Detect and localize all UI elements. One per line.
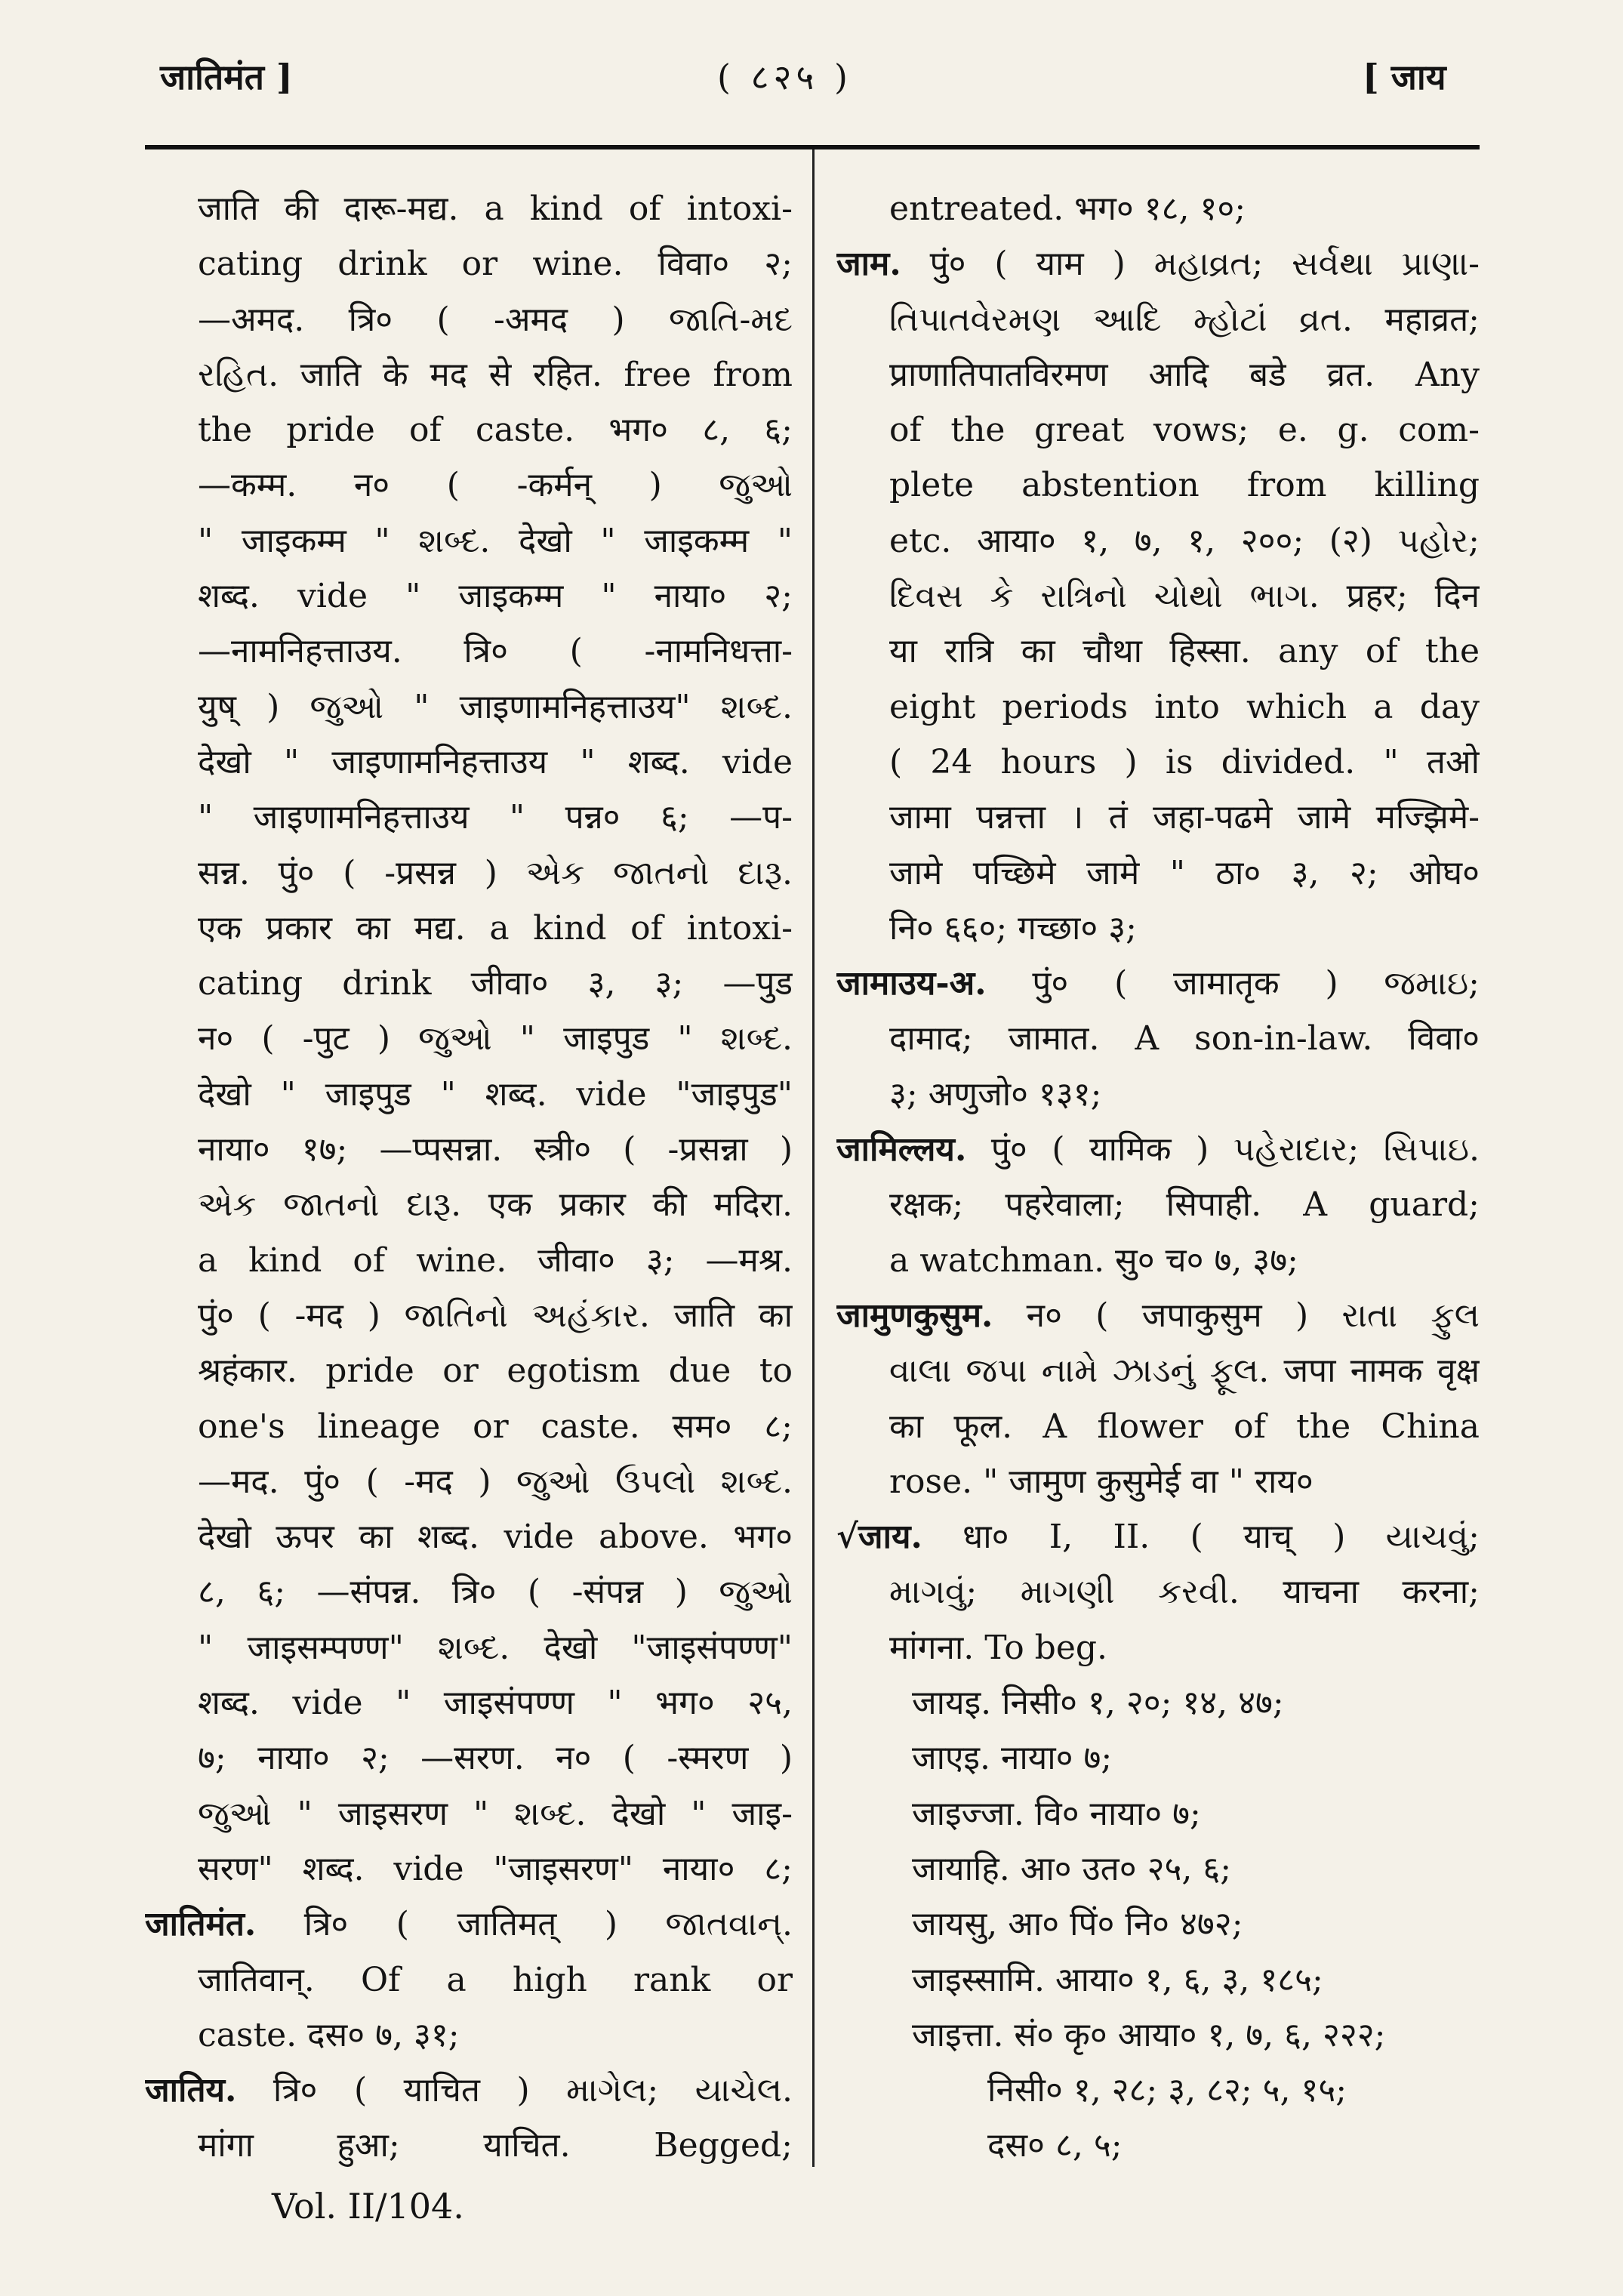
entry-text-line: " जाइसम्पण्ण" શબ્દ. देखो "जाइसंपण्ण" bbox=[198, 1628, 793, 1667]
entry-text-line: ( 24 hours ) is divided. " तओ bbox=[889, 742, 1480, 781]
entry-headword-line: जामुणकुसुम. न० ( जपाकुसुम ) રાતા ફુલ bbox=[836, 1296, 1480, 1335]
entry-text-line: cating drink or wine. विवा० २; bbox=[198, 245, 793, 284]
entry-text-line: માગવું; માગણી કરવી. याचना करना; bbox=[889, 1573, 1480, 1612]
entry-text-line: जायाहि. आ० उत० २५, ६; bbox=[912, 1849, 1232, 1888]
entry-text-line: जायइ. निसी० १, २०; १४, ४७; bbox=[912, 1684, 1284, 1723]
entry-text-line: निसी० १, २८; ३, ८२; ५, १५; bbox=[987, 2071, 1347, 2110]
entry-text-line: રહિત. जाति के मद से रहित. free from bbox=[198, 355, 793, 394]
entry-text-line: a watchman. सु० च० ७, ३७; bbox=[889, 1240, 1298, 1280]
entry-text-line: जाति की दारू-मद्य. a kind of intoxi- bbox=[198, 190, 793, 228]
entry-text-line: જુઓ " जाइसरण " શબ્દ. देखो " जाइ- bbox=[198, 1794, 793, 1833]
entry-text-line: दस० ८, ५; bbox=[987, 2126, 1123, 2165]
entry-text-line: one's lineage or caste. सम० ८; bbox=[198, 1407, 793, 1446]
entry-text-line: शब्द. vide " जाइसंपण्ण " भग० २५, bbox=[198, 1684, 793, 1723]
entry-text-line: युष् ) જુઓ " जाइणामनिहत्ताउय" શબ્દ. bbox=[198, 687, 793, 726]
entry-headword-line: √जाय. धा० I, II. ( याच् ) યાચવું; bbox=[836, 1518, 1480, 1557]
entry-text-line: एक प्रकार का मद्य. a kind of intoxi- bbox=[198, 908, 793, 948]
entry-text-line: cating drink जीवा० ३, ३; —पुड bbox=[198, 964, 793, 1003]
entry-text-line: जाइत्ता. सं० कृ० आया० १, ७, ६, २२२; bbox=[912, 2015, 1386, 2054]
right-column bbox=[836, 181, 1480, 2174]
running-head-right: [ जाय bbox=[1363, 57, 1446, 97]
entry-text-line: rose. " जामुण कुसुमेई वा " राय० bbox=[889, 1462, 1313, 1501]
entry-text-line: जाइज्जा. वि० नाया० ७; bbox=[912, 1794, 1201, 1833]
entry-text-line: plete abstention from killing bbox=[889, 466, 1480, 505]
entry-text-line: देखो " जाइपुड " शब्द. vide "जाइपुड" bbox=[198, 1074, 793, 1114]
entry-text-line: entreated. भग० १८, १०; bbox=[889, 190, 1246, 228]
entry-text-line: जाइस्सामि. आया० १, ६, ३, १८५; bbox=[912, 1960, 1323, 1999]
entry-text-line: जायसु, आ० पिं० नि० ४७२; bbox=[912, 1905, 1243, 1944]
page-number: ( ८२५ ) bbox=[717, 57, 852, 97]
entry-text-line: ३; अणुजो० १३१; bbox=[889, 1074, 1102, 1114]
entry-text-line: " जाइणामनिहत्ताउय " पन्न० ६; —प- bbox=[198, 798, 793, 837]
entry-text-line: का फूल. A flower of the China bbox=[889, 1407, 1480, 1446]
entry-text-line: जाएइ. नाया० ७; bbox=[912, 1739, 1113, 1778]
entry-text-line: श्रहंकार. pride or egotism due to bbox=[198, 1351, 793, 1391]
entry-text-line: नाया० १७; —प्पसन्ना. स्त्री० ( -प्रसन्ना ) bbox=[198, 1130, 793, 1170]
entry-text-line: मांगना. To beg. bbox=[889, 1628, 1108, 1667]
entry-text-line: of the great vows; e. g. com- bbox=[889, 411, 1480, 450]
entry-text-line: रक्षक; पहरेवाला; सिपाही. A guard; bbox=[889, 1185, 1480, 1225]
entry-text-line: दामाद; जामात. A son-in-law. विवा० bbox=[889, 1019, 1480, 1059]
entry-text-line: " जाइकम्म " શબ્દ. देखो " जाइकम्म " bbox=[198, 521, 793, 560]
entry-headword-line: जातिमंत. त्रि० ( जातिमत् ) જાતવાન્. bbox=[145, 1905, 793, 1944]
entry-text-line: देखो ऊपर का शब्द. vide above. भग० bbox=[198, 1518, 793, 1557]
entry-text-line: मांगा हुआ; याचित. Begged; bbox=[198, 2126, 793, 2165]
entry-text-line: या रात्रि का चौथा हिस्सा. any of the bbox=[889, 632, 1480, 671]
entry-text-line: प्राणातिपातविरमण आदि बडे व्रत. Any bbox=[889, 355, 1480, 394]
entry-text-line: એક જાતનો દારૂ. एक प्रकार की मदिरा. bbox=[198, 1185, 793, 1225]
running-head-left: जातिमंत ] bbox=[160, 57, 293, 97]
left-column bbox=[145, 181, 793, 2174]
entry-text-line: सन्न. पुं० ( -प्रसन्न ) એક જાતનો દારૂ. bbox=[198, 853, 793, 892]
entry-text-line: पुं० ( -मद ) જાતિનો અહંકાર. जाति का bbox=[198, 1296, 793, 1335]
entry-text-line: eight periods into which a day bbox=[889, 687, 1480, 726]
entry-text-line: a kind of wine. जीवा० ३; —मश्र. bbox=[198, 1240, 793, 1280]
column-divider bbox=[812, 149, 815, 2167]
entry-text-line: —नामनिहत्ताउय. त्रि० ( -नामनिधत्ता- bbox=[198, 632, 793, 671]
entry-text-line: देखो " जाइणामनिहत्ताउय " शब्द. vide bbox=[198, 742, 793, 781]
entry-headword-line: जाम. पुं० ( याम ) મહાવ્રત; સર્વથા પ્રાણા- bbox=[836, 245, 1480, 284]
entry-text-line: —मद. पुं० ( -मद ) જુઓ ઉપલો શબ્દ. bbox=[198, 1462, 793, 1501]
entry-text-line: न० ( -पुट ) જુઓ " जाइपुड " શબ્દ. bbox=[198, 1019, 793, 1059]
entry-text-line: caste. दस० ७, ३१; bbox=[198, 2015, 460, 2054]
entry-text-line: जामे पच्छिमे जामे " ठा० ३, २; ओघ० bbox=[889, 853, 1480, 892]
entry-text-line: વાલા જપા નામે ઝાડનું ફૂલ. जपा नामक वृक्ष bbox=[889, 1351, 1480, 1391]
entry-text-line: शब्द. vide " जाइकम्म " नाया० २; bbox=[198, 577, 793, 616]
entry-text-line: नि० ६६०; गच्छा० ३; bbox=[889, 908, 1137, 948]
entry-text-line: —अमद. त्रि० ( -अमद ) જાતિ-મદ bbox=[198, 300, 793, 339]
entry-headword-line: जामाउय-अ. पुं० ( जामातृक ) જમાઇ; bbox=[836, 964, 1480, 1003]
volume-footer: Vol. II/104. bbox=[272, 2186, 464, 2227]
entry-text-line: દિવસ કે રાત્રિનો ચોથો ભાગ. प्रहर; दिन bbox=[889, 577, 1480, 616]
entry-text-line: etc. आया० १, ७, १, २००; (२) પહોર; bbox=[889, 521, 1480, 560]
entry-headword-line: जातिय. त्रि० ( याचित ) માગેલ; યાચેલ. bbox=[145, 2071, 793, 2110]
entry-text-line: the pride of caste. भग० ८, ६; bbox=[198, 411, 793, 450]
entry-text-line: ७; नाया० २; —सरण. न० ( -स्मरण ) bbox=[198, 1739, 793, 1778]
entry-text-line: जामा पन्नत्ता । तं जहा-पढमे जामे मज्झिमे- bbox=[889, 798, 1480, 837]
entry-headword-line: जामिल्लय. पुं० ( यामिक ) પહેરાદાર; સિપાઇ. bbox=[836, 1130, 1480, 1170]
entry-text-line: जातिवान्. Of a high rank or bbox=[198, 1960, 793, 1999]
entry-text-line: તિપાતવેરમણ આદિ મ્હોટાં વ્રત. महाव्रत; bbox=[889, 300, 1480, 339]
entry-text-line: —कम्म. न० ( -कर्मन् ) જુઓ bbox=[198, 466, 793, 505]
entry-text-line: सरण" शब्द. vide "जाइसरण" नाया० ८; bbox=[198, 1849, 793, 1888]
entry-text-line: ८, ६; —संपन्न. त्रि० ( -संपन्न ) જુઓ bbox=[198, 1573, 793, 1612]
